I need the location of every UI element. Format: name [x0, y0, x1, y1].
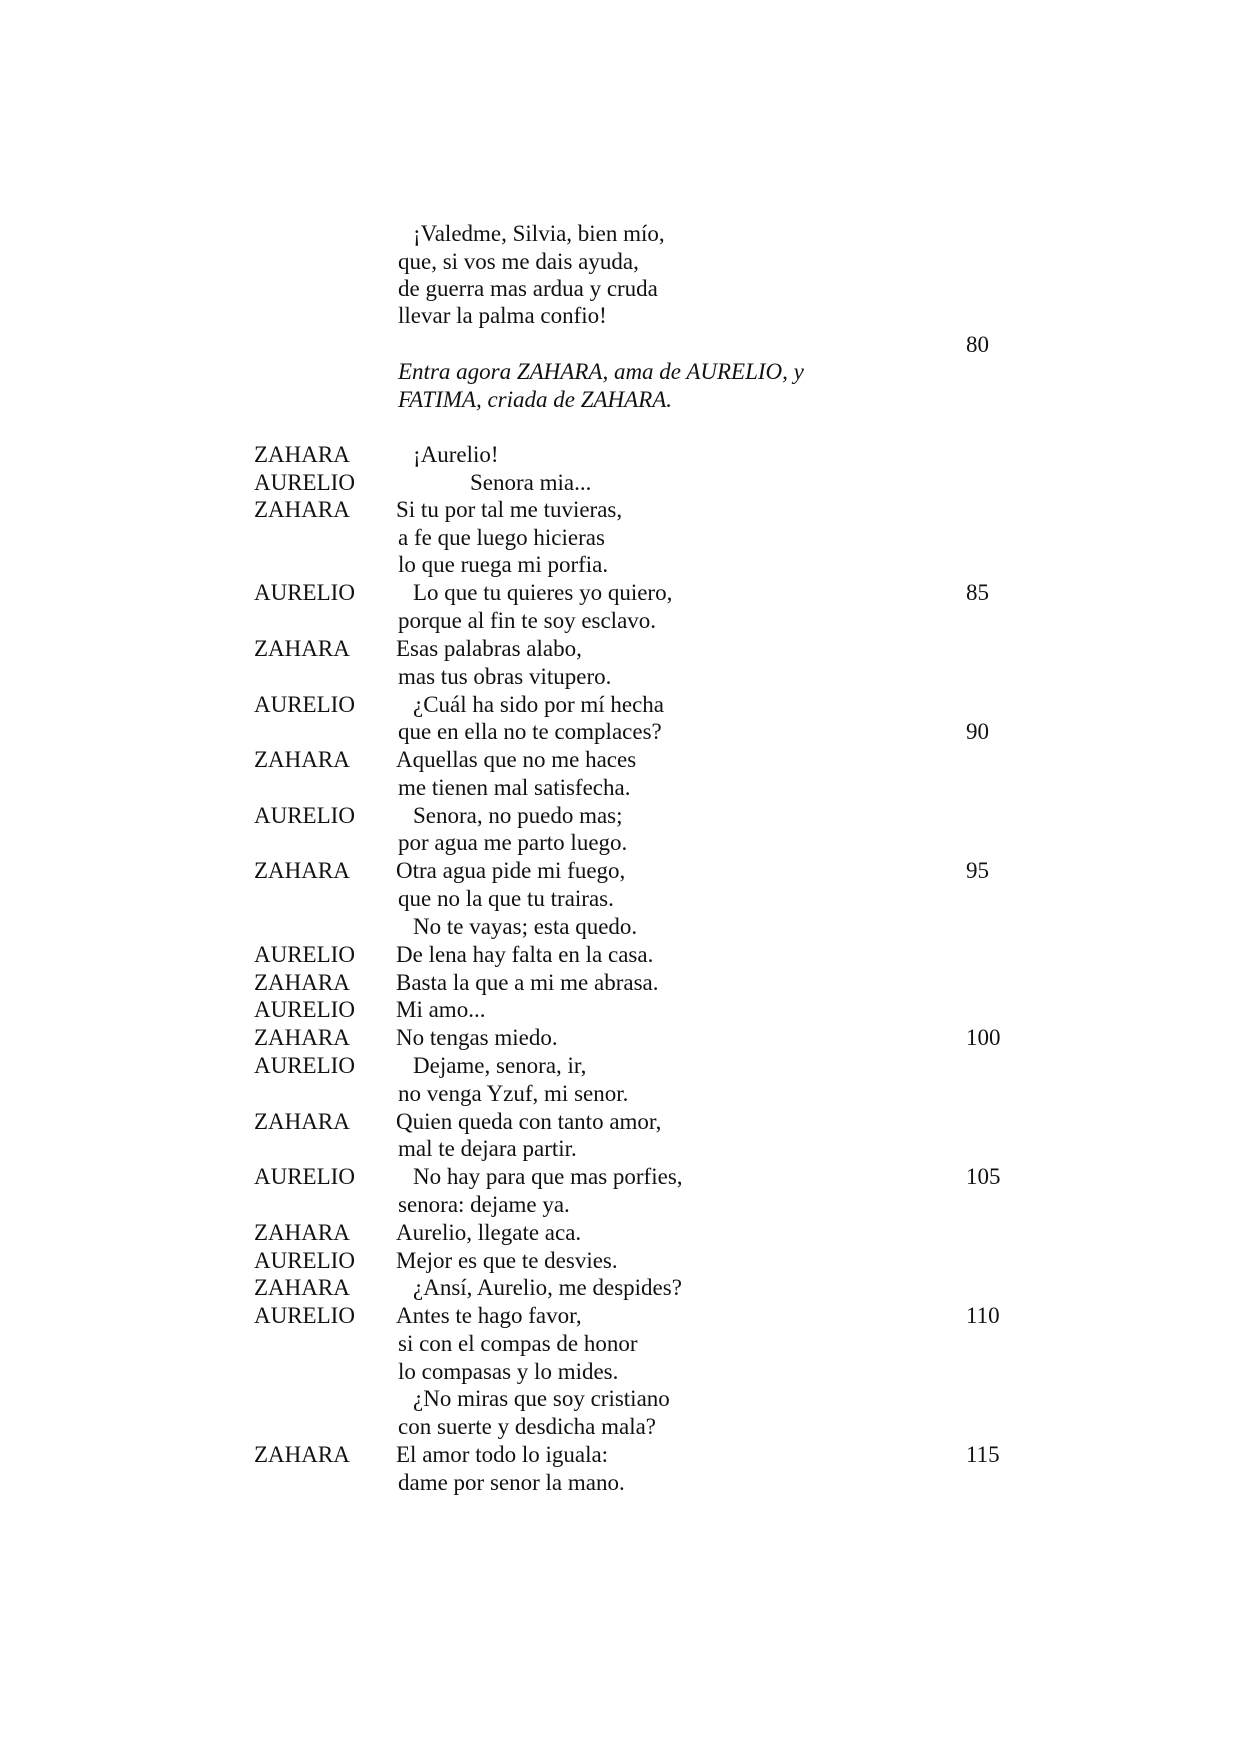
verse-text: ¿Cuál ha sido por mí hecha	[413, 692, 665, 717]
verse-line	[0, 220, 1240, 248]
verse-text: Quien queda con tanto amor,	[396, 1109, 662, 1134]
verse-text: Aquellas que no me haces	[396, 747, 637, 772]
speaker-name: AURELIO	[254, 942, 355, 967]
line-number: 110	[966, 1303, 1000, 1328]
verse-text: Senora mia...	[470, 470, 592, 495]
verse-text: mal te dejara partir.	[398, 1136, 577, 1161]
speaker-name: ZAHARA	[254, 970, 350, 995]
verse-text: por agua me parto luego.	[398, 830, 628, 855]
speaker-name: ZAHARA	[254, 497, 350, 522]
speaker-name: ZAHARA	[254, 1275, 350, 1300]
line-number: 95	[966, 858, 989, 883]
verse-text: Si tu por tal me tuvieras,	[396, 497, 623, 522]
speaker-name: AURELIO	[254, 1303, 355, 1328]
dialogue-line	[0, 1219, 1240, 1247]
speaker-name: ZAHARA	[254, 442, 350, 467]
dialogue-line	[0, 1191, 1240, 1219]
verse-line	[0, 248, 1240, 276]
dialogue-line	[0, 691, 1240, 719]
verse-text: Antes te hago favor,	[396, 1303, 582, 1328]
verse-text: Lo que tu quieres yo quiero,	[413, 580, 673, 605]
verse-text: No hay para que mas porfies,	[413, 1164, 683, 1189]
verse-text: El amor todo lo iguala:	[396, 1442, 609, 1467]
speaker-name: AURELIO	[254, 692, 355, 717]
speaker-name: AURELIO	[254, 470, 355, 495]
dialogue-line	[0, 1024, 1240, 1052]
dialogue-line	[0, 829, 1240, 857]
verse-text: ¿Ansí, Aurelio, me despides?	[413, 1275, 682, 1300]
dialogue-line	[0, 1385, 1240, 1413]
dialogue-line	[0, 1469, 1240, 1497]
stage-direction-text: Entra agora ZAHARA, ama de AURELIO, y	[398, 359, 804, 384]
verse-text: llevar la palma confio!	[398, 303, 607, 328]
dialogue-line	[0, 857, 1240, 885]
verse-text: Dejame, senora, ir,	[413, 1053, 587, 1078]
speaker-name: ZAHARA	[254, 1220, 350, 1245]
verse-text: Senora, no puedo mas;	[413, 803, 623, 828]
dialogue-line	[0, 802, 1240, 830]
dialogue-line	[0, 1358, 1240, 1386]
dialogue-line	[0, 524, 1240, 552]
dialogue-line	[0, 746, 1240, 774]
dialogue-line	[0, 1441, 1240, 1469]
verse-text: porque al fin te soy esclavo.	[398, 608, 657, 633]
line-number: 90	[966, 719, 989, 744]
verse-text: No te vayas; esta quedo.	[413, 914, 638, 939]
dialogue-line	[0, 1108, 1240, 1136]
verse-text: ¡Aurelio!	[413, 442, 499, 467]
dialogue-line	[0, 551, 1240, 579]
dialogue-line	[0, 1274, 1240, 1302]
dialogue-line	[0, 469, 1240, 497]
speaker-name: ZAHARA	[254, 1025, 350, 1050]
dialogue-line	[0, 718, 1240, 746]
dialogue-line	[0, 1052, 1240, 1080]
dialogue-line	[0, 1302, 1240, 1330]
dialogue-line	[0, 941, 1240, 969]
stage-direction-line	[0, 358, 1240, 386]
dialogue-line	[0, 774, 1240, 802]
verse-line	[0, 302, 1240, 330]
verse-text: a fe que luego hicieras	[398, 525, 605, 550]
dialogue-line	[0, 996, 1240, 1024]
speaker-name: ZAHARA	[254, 1109, 350, 1134]
verse-text: Mejor es que te desvies.	[396, 1248, 618, 1273]
verse-text: que en ella no te complaces?	[398, 719, 662, 744]
verse-line	[0, 331, 1240, 359]
dialogue-line	[0, 1330, 1240, 1358]
dialogue-line	[0, 969, 1240, 997]
speaker-name: AURELIO	[254, 1248, 355, 1273]
stage-direction-line	[0, 386, 1240, 414]
speaker-name: ZAHARA	[254, 858, 350, 883]
dialogue-line	[0, 607, 1240, 635]
dialogue-line	[0, 441, 1240, 469]
verse-text: no venga Yzuf, mi senor.	[398, 1081, 629, 1106]
speaker-name: AURELIO	[254, 803, 355, 828]
speaker-name: AURELIO	[254, 1053, 355, 1078]
speaker-name: ZAHARA	[254, 747, 350, 772]
speaker-name: ZAHARA	[254, 1442, 350, 1467]
verse-text: No tengas miedo.	[396, 1025, 558, 1050]
verse-text: si con el compas de honor	[398, 1331, 638, 1356]
verse-text: de guerra mas ardua y cruda	[398, 276, 658, 301]
line-number: 85	[966, 580, 989, 605]
verse-text: me tienen mal satisfecha.	[398, 775, 631, 800]
speaker-name: AURELIO	[254, 1164, 355, 1189]
dialogue-line	[0, 579, 1240, 607]
verse-text: Aurelio, llegate aca.	[396, 1220, 582, 1245]
dialogue-line	[0, 913, 1240, 941]
verse-text: De lena hay falta en la casa.	[396, 942, 654, 967]
line-number: 115	[966, 1442, 1000, 1467]
verse-text: Mi amo...	[396, 997, 486, 1022]
verse-text: lo que ruega mi porfia.	[398, 552, 609, 577]
line-number: 100	[966, 1025, 1001, 1050]
verse-text: Otra agua pide mi fuego,	[396, 858, 626, 883]
verse-text: que no la que tu trairas.	[398, 886, 614, 911]
verse-text: Basta la que a mi me abrasa.	[396, 970, 659, 995]
verse-text: senora: dejame ya.	[398, 1192, 570, 1217]
line-number: 105	[966, 1164, 1001, 1189]
verse-text: dame por senor la mano.	[398, 1470, 625, 1495]
dialogue-line	[0, 496, 1240, 524]
verse-text: con suerte y desdicha mala?	[398, 1414, 656, 1439]
stage-direction-text: FATIMA, criada de ZAHARA.	[398, 387, 673, 412]
verse-text: ¿No miras que soy cristiano	[413, 1386, 670, 1411]
verse-line	[0, 275, 1240, 303]
dialogue-line	[0, 885, 1240, 913]
dialogue-line	[0, 1413, 1240, 1441]
dialogue-line	[0, 635, 1240, 663]
verse-text: mas tus obras vitupero.	[398, 664, 612, 689]
dialogue-line	[0, 1163, 1240, 1191]
speaker-name: AURELIO	[254, 997, 355, 1022]
verse-text: que, si vos me dais ayuda,	[398, 249, 639, 274]
verse-text: lo compasas y lo mides.	[398, 1359, 619, 1384]
dialogue-line	[0, 663, 1240, 691]
dialogue-line	[0, 1080, 1240, 1108]
verse-text: Esas palabras alabo,	[396, 636, 582, 661]
line-number: 80	[966, 332, 989, 357]
verse-text: ¡Valedme, Silvia, bien mío,	[413, 221, 665, 246]
dialogue-line	[0, 1247, 1240, 1275]
speaker-name: AURELIO	[254, 580, 355, 605]
speaker-name: ZAHARA	[254, 636, 350, 661]
dialogue-line	[0, 1135, 1240, 1163]
